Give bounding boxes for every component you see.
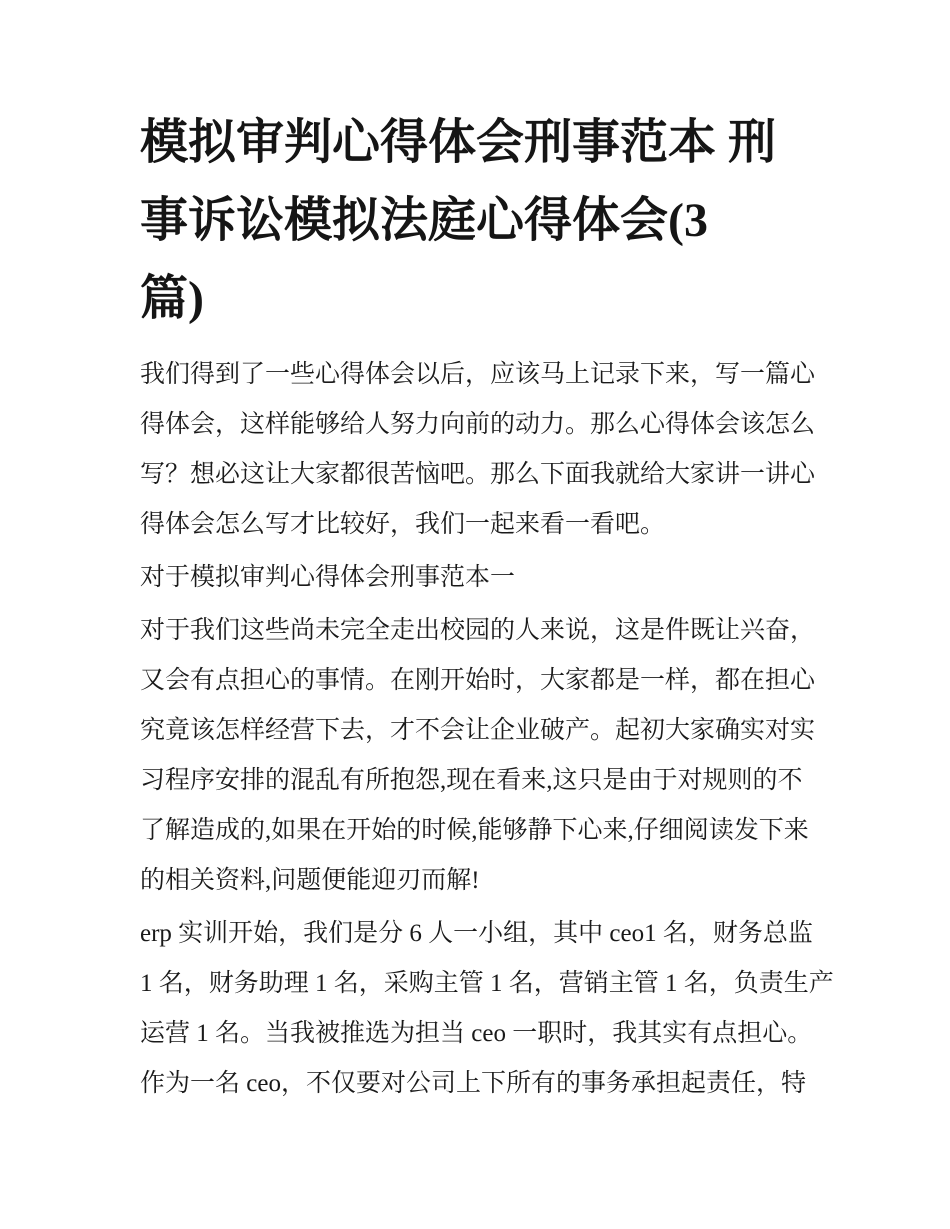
- text-line: 运营 1 名。当我被推选为担当 ceo 一职时，我其实有点担心。: [140, 1020, 813, 1047]
- text-line: 1 名，财务助理 1 名，采购主管 1 名，营销主管 1 名，负责生产: [140, 970, 834, 997]
- paragraph-section-heading: [140, 553, 830, 603]
- text-line: 得体会，这样能够给人努力向前的动力。那么心得体会该怎么: [140, 411, 816, 438]
- text-line: 我们得到了一些心得体会以后，应该马上记录下来，写一篇心: [140, 361, 816, 388]
- text-line: 对于模拟审判心得体会刑事范本一: [140, 564, 516, 591]
- title-line: 模拟审判心得体会刑事范本 刑: [140, 116, 777, 169]
- document-title: [140, 104, 830, 338]
- text-line: erp 实训开始，我们是分 6 人一小组，其中 ceo1 名，财务总监: [140, 920, 813, 947]
- text-line: 又会有点担心的事情。在刚开始时，大家都是一样，都在担心: [140, 667, 816, 694]
- title-line: 篇): [140, 272, 204, 325]
- text-line: 对于我们这些尚未完全走出校园的人来说，这是件既让兴奋，: [140, 617, 816, 644]
- text-line: 作为一名 ceo，不仅要对公司上下所有的事务承担起责任，特: [140, 1070, 806, 1097]
- title-line: 事诉讼模拟法庭心得体会(3: [140, 194, 708, 247]
- paragraph-intro: [140, 350, 830, 550]
- text-line: 的相关资料,问题便能迎刃而解!: [140, 867, 480, 894]
- text-line: 写？想必这让大家都很苦恼吧。那么下面我就给大家讲一讲心: [140, 461, 816, 488]
- text-line: 习程序安排的混乱有所抱怨,现在看来,这只是由于对规则的不: [140, 767, 803, 794]
- text-line: 究竟该怎样经营下去，才不会让企业破产。起初大家确实对实: [140, 717, 816, 744]
- text-line: 了解造成的,如果在开始的时候,能够静下心来,仔细阅读发下来: [140, 817, 809, 844]
- text-line: 得体会怎么写才比较好，我们一起来看一看吧。: [140, 511, 666, 538]
- paragraph-body-2: [140, 909, 834, 1109]
- paragraph-body-1: [140, 606, 830, 906]
